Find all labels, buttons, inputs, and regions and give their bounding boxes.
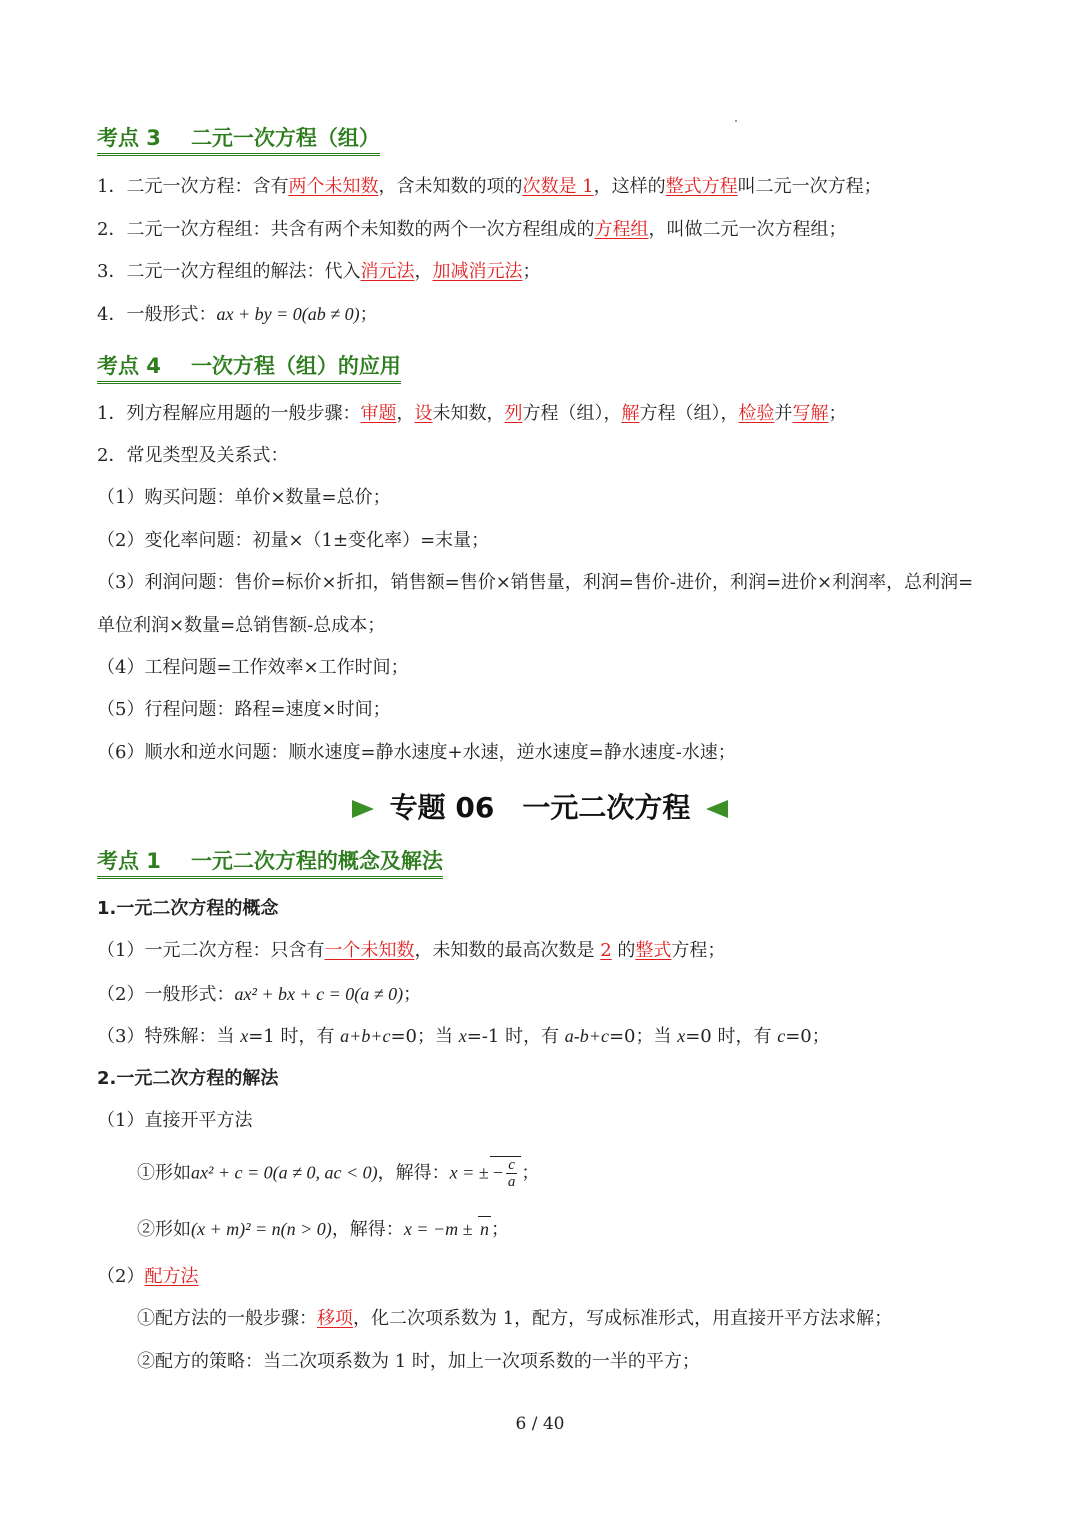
paragraph: （2）变化率问题：初量×（1±变化率）=末量； — [97, 530, 490, 551]
text-span: ②形如 — [137, 1219, 191, 1240]
section-heading-1 — [97, 847, 443, 879]
text-span: 整式 — [635, 940, 672, 961]
text-span: 未知数， — [432, 403, 505, 424]
text-span: 移项 — [317, 1308, 353, 1329]
text-span: 列 — [504, 403, 523, 424]
paragraph — [97, 402, 846, 426]
text-span: 2．二元一次方程组：共含有两个未知数的两个一次方程组成的 — [97, 219, 595, 240]
text-span: c — [777, 1026, 786, 1046]
text-span: 4．一般形式： — [97, 304, 217, 325]
section-heading-3 — [97, 124, 380, 156]
text-span: ，未知数的最高次数是 — [414, 940, 601, 961]
text-span: ； — [359, 304, 378, 325]
formula: ax + by = 0(ab ≠ 0) — [216, 304, 360, 324]
heading-title: 二元一次方程（组） — [190, 126, 380, 150]
text-span: 检验 — [738, 403, 775, 424]
text-span: =0 时，有 — [685, 1026, 778, 1047]
text-span: （3）特殊解：当 — [97, 1026, 241, 1047]
paragraph: （1）直接开平方法 — [97, 1110, 253, 1131]
text-span: =0；当 — [390, 1026, 459, 1047]
text-span: c — [506, 1157, 518, 1174]
highlight: 方程组 — [594, 219, 649, 240]
text-span: a — [507, 1174, 516, 1190]
paragraph: 单位利润×数量=总销售额-总成本； — [97, 615, 386, 636]
paragraph: （3）利润问题：售价=标价×折扣，销售额=售价×销售量，利润=售价-进价，利润=进价×利润率，总利润= — [97, 572, 974, 593]
text-span: 的 — [611, 940, 636, 961]
text-span: =1 时，有 — [248, 1026, 341, 1047]
text-span: 2 — [600, 940, 612, 961]
text-span: ； — [403, 984, 422, 1005]
highlight: 消元法 — [360, 261, 415, 282]
text-span: ， — [414, 261, 433, 282]
text-span: （2） — [97, 1266, 145, 1287]
text-span: ，化二次项系数为 1，配方，写成标准形式，用直接开平方法求解； — [353, 1308, 893, 1329]
paragraph — [97, 982, 421, 1007]
text-span: x = ± — [449, 1162, 489, 1183]
paragraph — [97, 302, 378, 327]
heading-title: 一次方程（组）的应用 — [190, 354, 401, 378]
text-span: =0； — [785, 1026, 830, 1047]
text-span: 解 — [621, 403, 640, 424]
highlight: 两个未知数 — [288, 176, 379, 197]
heading-number: 考点 1 — [97, 849, 161, 873]
text-span: 配方法 — [144, 1266, 199, 1287]
text-span: （1）一元二次方程：只含有 — [97, 940, 325, 961]
text-span: 叫二元一次方程； — [737, 176, 882, 197]
text-span: =0；当 — [608, 1026, 678, 1047]
paragraph — [97, 939, 725, 963]
paragraph — [97, 1265, 198, 1289]
paragraph — [137, 1216, 509, 1242]
arrow-right-icon — [352, 800, 374, 818]
text-span: x — [240, 1026, 249, 1046]
text-span: 一个未知数 — [324, 940, 415, 961]
formula: (x + m)² = n(n > 0) — [191, 1219, 332, 1239]
text-span: （2）一般形式： — [97, 984, 235, 1005]
heading-number: 考点 4 — [97, 354, 161, 378]
subheading: 1.一元二次方程的概念 — [97, 898, 279, 919]
paragraph — [97, 260, 540, 284]
text-span: =-1 时，有 — [466, 1026, 565, 1047]
text-span: 3．二元一次方程组的解法：代入 — [97, 261, 361, 282]
text-span: 方程（组）， — [522, 403, 622, 424]
text-span: ； — [521, 1162, 540, 1184]
text-span: 并 — [774, 403, 793, 424]
text-span: 方程（组）， — [639, 403, 739, 424]
text-span: a-b+c — [564, 1026, 609, 1046]
text-span: 1．列方程解应用题的一般步骤： — [97, 403, 361, 424]
arrow-left-icon — [706, 800, 728, 818]
sqrt: n — [478, 1216, 491, 1241]
paragraph: （6）顺水和逆水问题：顺水速度=静水速度+水速，逆水速度=静水速度-水速； — [97, 742, 736, 763]
topic-title-text: 专题 06 一元二次方程 — [389, 791, 691, 824]
highlight: 次数是 1 — [522, 176, 594, 197]
text-span: ； — [828, 403, 847, 424]
text-span: ①配方法的一般步骤： — [137, 1308, 317, 1329]
text-span: x — [677, 1026, 686, 1046]
text-span: ， — [396, 403, 415, 424]
text-span: 写解 — [792, 403, 829, 424]
highlight: 加减消元法 — [432, 261, 523, 282]
heading-title: 一元二次方程的概念及解法 — [190, 849, 443, 873]
text-span: 1．二元一次方程：含有 — [97, 176, 289, 197]
paragraph — [97, 175, 882, 199]
page-number: 6 / 40 — [515, 1414, 565, 1434]
text-span: 设 — [414, 403, 433, 424]
paragraph — [97, 1024, 830, 1049]
text-span: ； — [490, 1219, 509, 1240]
heading-number: 考点 3 — [97, 126, 161, 150]
paragraph: （5）行程问题：路程=速度×时间； — [97, 699, 391, 720]
formula: ax² + c = 0(a ≠ 0, ac < 0) — [191, 1162, 378, 1183]
text-span: 审题 — [360, 403, 397, 424]
text-span: ，解得： — [331, 1219, 404, 1240]
highlight: 整式方程 — [665, 176, 738, 197]
text-span: ，解得： — [377, 1162, 450, 1184]
paragraph: 2．常见类型及关系式： — [97, 445, 289, 466]
section-heading-4 — [97, 352, 401, 384]
text-span: x — [458, 1026, 467, 1046]
text-span: 方程； — [671, 940, 726, 961]
text-span: ，叫做二元一次方程组； — [648, 219, 847, 240]
decorative-dot — [735, 120, 737, 122]
paragraph — [137, 1156, 539, 1190]
text-span: x = −m ± — [403, 1219, 477, 1239]
text-span: ，含未知数的项的 — [378, 176, 523, 197]
text-span: ； — [522, 261, 541, 282]
text-span: ，这样的 — [593, 176, 666, 197]
formula: ax² + bx + c = 0(a ≠ 0) — [234, 984, 404, 1004]
text-span: a+b+c — [340, 1026, 391, 1046]
paragraph: （4）工程问题=工作效率×工作时间； — [97, 657, 409, 678]
paragraph: ②配方的策略：当二次项系数为 1 时，加上一次项系数的一半的平方； — [137, 1351, 700, 1372]
paragraph — [137, 1307, 892, 1331]
subheading: 2.一元二次方程的解法 — [97, 1068, 279, 1089]
text-span: ①形如 — [137, 1162, 191, 1184]
paragraph — [97, 218, 846, 242]
sqrt: − $\frac{c}{a}$ — [490, 1156, 522, 1190]
paragraph: （1）购买问题：单价×数量=总价； — [97, 487, 391, 508]
topic-title — [0, 786, 1080, 826]
